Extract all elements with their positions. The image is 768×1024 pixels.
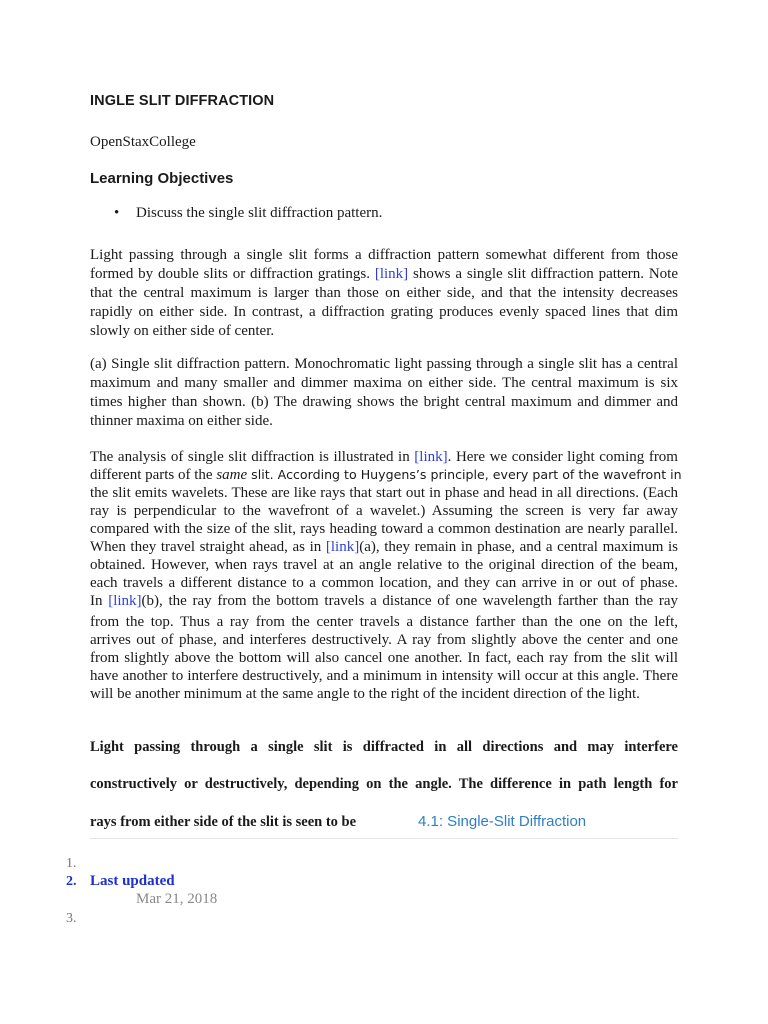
objective-text: Discuss the single slit diffraction pattern. [136,205,383,221]
text-line: will be another minimum at the same angle to the right of the incident direction of the light. [90,686,640,702]
text-line: ray is perpendicular to the wavefront of a wavelet.) Assuming the screen is very far away [90,503,678,519]
last-updated-label[interactable]: Last updated [90,873,175,889]
text-line: (a) Single slit diffraction pattern. Monochromatic light passing through a single slit has a central [90,356,678,372]
figure-link[interactable]: [link] [374,266,409,282]
text-line: the slit emits wavelets. These are like rays that start out in phase and head in all directions. (Each [90,485,678,501]
text-line: maximum and many smaller and dimmer maxima on either side. The central maximum is six [90,375,678,391]
text-line: Light passing through a single slit forms a diffraction pattern somewhat different from those [90,247,678,263]
bullet-icon: • [114,205,120,221]
figure-link[interactable]: [link] [414,449,448,465]
text-line: have another to interfere destructively, and a minimum in intensity will occur at this angle. There [90,668,678,684]
bold-paragraph-line: constructively or destructively, depending on the angle. The difference in path length for [90,776,678,792]
text-line: formed by double slits or diffraction gratings. [link] shows a single slit diffraction pattern. Note [90,266,679,282]
list-number: 3. [66,911,77,926]
author-name: OpenStaxCollege [90,134,196,150]
text-line: thinner maxima on either side. [90,413,273,429]
text-line: different parts of the same slit. According to Huygens’s principle, every part of the wavefront in [90,467,682,483]
analysis-paragraph [90,448,682,703]
text-line: arrives out of phase, and interferes destructively. A ray from slightly above the center and one [90,632,678,648]
bold-paragraph-line: rays from either side of the slit is seen to be [90,814,357,830]
last-updated-date: Mar 21, 2018 [136,891,218,907]
text-line: In [link](b), the ray from the bottom travels a distance of one wavelength farther than the ray [90,593,679,609]
figure-caption [90,355,678,431]
figure-link[interactable]: [link] [108,593,142,609]
text-line: each travels a different distance to a common location, and they can arrive in or out of phase. [90,575,678,591]
list-number: 1. [66,856,77,871]
learning-objectives-heading: Learning Objectives [90,170,234,187]
text-line: from slightly above the bottom will also cancel one another. In fact, each ray from the slit will [90,650,678,666]
text-line: compared with the size of the slit, rays heading toward a common destination are nearly parallel. [90,521,678,537]
text-line: The analysis of single slit diffraction is illustrated in [link]. Here we consider light coming from [90,449,678,465]
intro-paragraph [90,246,678,341]
list-number: 2. [66,874,77,889]
divider [90,838,678,839]
text-line: that the central maximum is larger than those on either side, and that the intensity decreases [90,285,678,301]
text-line: rapidly on either side. In contrast, a diffraction grating produces evenly spaced lines that dim [90,304,678,320]
text-line: from the top. Thus a ray from the center travels a distance farther than the one on the left, [90,614,678,630]
text-line: times higher than shown. (b) The drawing shows the bright central maximum and dimmer and [90,394,678,410]
text-line: obtained. However, when rays travel at an angle relative to the original direction of the beam, [90,557,678,573]
figure-link[interactable]: [link] [325,539,360,555]
page-title: INGLE SLIT DIFFRACTION [90,93,275,109]
related-article-link[interactable]: 4.1: Single-Slit Diffraction [418,813,587,830]
bold-paragraph-line: Light passing through a single slit is diffracted in all directions and may interfere [90,739,678,755]
text-line: slowly on either side of center. [90,323,275,339]
text-line: When they travel straight ahead, as in [link](a), they remain in phase, and a central maximum is [90,539,678,555]
